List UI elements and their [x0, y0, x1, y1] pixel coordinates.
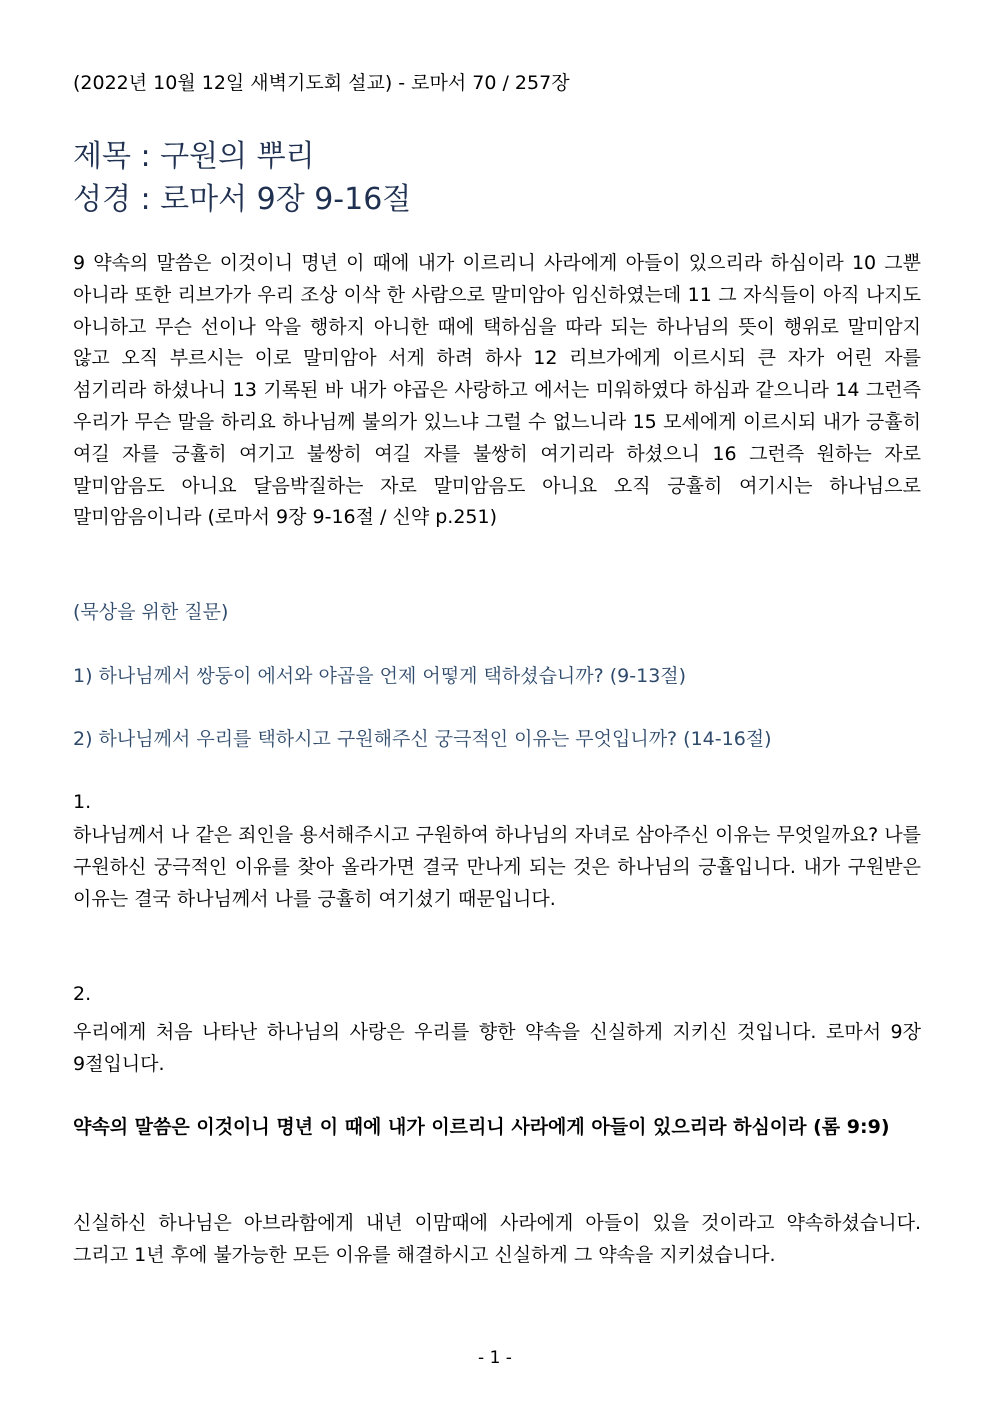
question-2: 2) 하나님께서 우리를 택하시고 구원해주신 궁극적인 이유는 무엇입니까? (14-16절)	[73, 728, 772, 750]
section-1-body: 하나님께서 나 같은 죄인을 용서해주시고 구원하여 하나님의 자녀로 삼아주신 이유는 무엇일까요? 나를 구원하신 궁극적인 이유를 찾아 올라가면 결국 만나게 되는 것은 하나님의 긍휼입니다. 내가 구원받은 이유는 결국 하나님께서 나를 긍휼히 여기셨기 때문입니다.	[73, 824, 921, 910]
scripture-reference: 성경 : 로마서 9장 9-16절	[73, 182, 412, 217]
section-2-number: 2.	[73, 983, 92, 1005]
section-3-body: 신실하신 하나님은 아브라함에게 내년 이맘때에 사라에게 아들이 있을 것이라고 약속하셨습니다. 그리고 1년 후에 불가능한 모든 이유를 해결하시고 신실하게 그 약속을 지키셨습니다.	[73, 1212, 921, 1266]
page-number: - 1 -	[478, 1348, 512, 1368]
questions-heading: (묵상을 위한 질문)	[73, 601, 229, 623]
section-2-body: 우리에게 처음 나타난 하나님의 사랑은 우리를 향한 약속을 신실하게 지키신 것입니다. 로마서 9장 9절입니다.	[73, 1021, 921, 1075]
bible-quote: 약속의 말씀은 이것이니 명년 이 때에 내가 이르리니 사라에게 아들이 있으리라 하심이라 (롬 9:9)	[73, 1116, 890, 1138]
sermon-header: (2022년 10월 12일 새벽기도회 설교) - 로마서 70 / 257장	[73, 72, 570, 94]
section-1-number: 1.	[73, 791, 92, 813]
sermon-title: 제목 : 구원의 뿌리	[73, 139, 315, 174]
scripture-text: 9 약속의 말씀은 이것이니 명년 이 때에 내가 이르리니 사라에게 아들이 있으리라 하심이라 10 그뿐 아니라 또한 리브가가 우리 조상 이삭 한 사람으로 말미암아 임신하였는데 11 그 자식들이 아직 나지도 아니하고 무슨 선이나 악을 행하지 아니한 때에 택하심을 따라 되는 하나님의 뜻이 행위로 말미암지 않고 오직 부르시는 이로 말미암아 서게 하려 하사 12 리브가에게 이르시되 큰 자가 어린 자를 섬기리라 하셨나니 13 기록된 바 내가 야곱은 사랑하고 에서는 미워하였다 하심과 같으니라 14 그런즉 우리가 무슨 말을 하리요 하나님께 불의가 있느냐 그럴 수 없느니라 15 모세에게 이르시되 내가 긍휼히 여길 자를 긍휼히 여기고 불쌍히 여길 자를 불쌍히 여기리라 하셨으니 16 그런즉 원하는 자로 말미암음도 아니요 달음박질하는 자로 말미암음도 아니요 오직 긍휼히 여기시는 하나님으로 말미암음이니라 (로마서 9장 9-16절 / 신약 p.251)	[73, 252, 921, 529]
question-1: 1) 하나님께서 쌍둥이 에서와 야곱을 언제 어떻게 택하셨습니까? (9-13절)	[73, 665, 687, 687]
